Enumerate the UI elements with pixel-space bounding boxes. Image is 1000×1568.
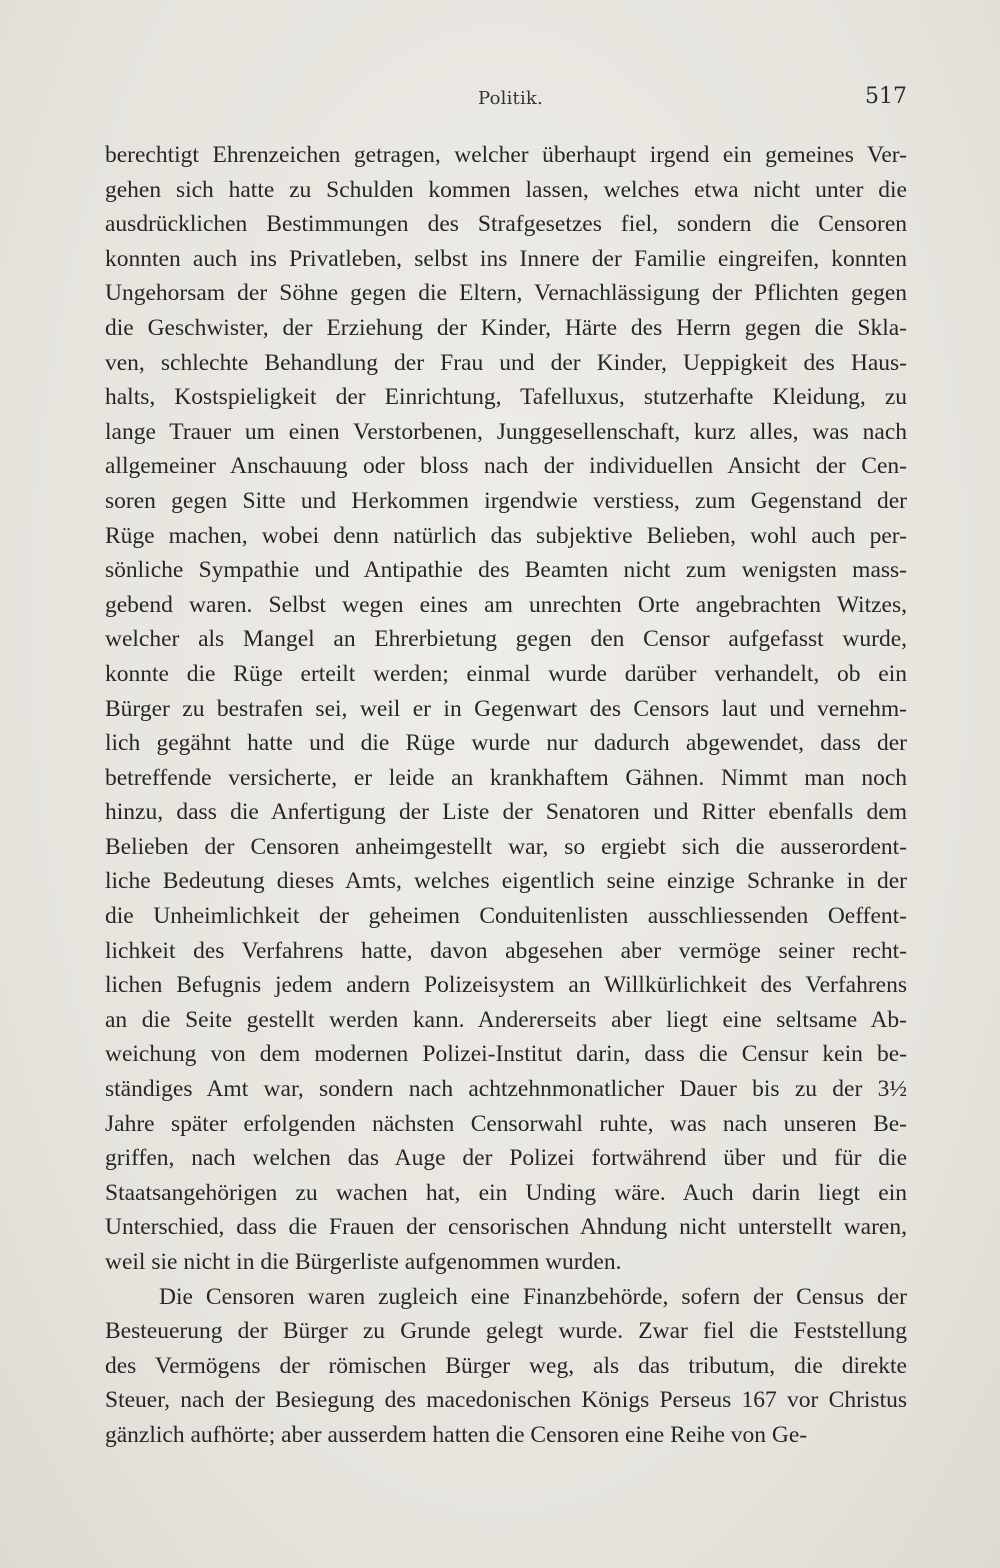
text-line: die Geschwister, der Erziehung der Kinder, Härte des Herrn gegen die Skla- (105, 314, 907, 341)
page-header (105, 84, 907, 118)
text-line: an die Seite gestellt werden kann. Andererseits aber liegt eine seltsame Ab- (105, 1006, 907, 1033)
page-number: 517 (865, 84, 907, 109)
text-line: weichung von dem modernen Polizei-Institut darin, dass die Censur kein be- (105, 1041, 907, 1068)
text-line: ausdrücklichen Bestimmungen des Strafgesetzes fiel, sondern die Censoren (105, 211, 907, 238)
text-line: Belieben der Censoren anheimgestellt war, so ergiebt sich die ausserordent- (105, 833, 907, 860)
text-line: betreffende versicherte, er leide an krankhaftem Gähnen. Nimmt man noch (105, 764, 907, 791)
text-line: Bürger zu bestrafen sei, weil er in Gegenwart des Censors laut und vernehm- (105, 695, 907, 722)
text-line: Unterschied, dass die Frauen der censorischen Ahndung nicht unterstellt waren, (105, 1214, 907, 1241)
text-line: Besteuerung der Bürger zu Grunde gelegt wurde. Zwar fiel die Feststellung (105, 1318, 907, 1345)
text-line: Steuer, nach der Besiegung des macedonischen Königs Perseus 167 vor Christus (105, 1387, 907, 1414)
text-line: lich gegähnt hatte und die Rüge wurde nur dadurch abgewendet, dass der (105, 730, 907, 757)
text-line: konnte die Rüge erteilt werden; einmal wurde darüber verhandelt, ob ein (105, 660, 907, 687)
body-text (105, 138, 907, 1453)
running-head: Politik. (478, 88, 543, 109)
paragraph-2 (105, 1280, 907, 1453)
text-line: soren gegen Sitte und Herkommen irgendwie verstiess, zum Gegenstand der (105, 487, 907, 514)
text-line: Die Censoren waren zugleich eine Finanzbehörde, sofern der Census der (159, 1283, 907, 1310)
text-line: lichkeit des Verfahrens hatte, davon abgesehen aber vermöge seiner recht- (105, 937, 907, 964)
text-line: Rüge machen, wobei denn natürlich das subjektive Belieben, wohl auch per- (105, 522, 907, 549)
text-line: ständiges Amt war, sondern nach achtzehnmonatlicher Dauer bis zu der 3½ (105, 1076, 907, 1103)
text-line: Staatsangehörigen zu wachen hat, ein Unding wäre. Auch darin liegt ein (105, 1179, 907, 1206)
text-line: lichen Befugnis jedem andern Polizeisystem an Willkürlichkeit des Verfahrens (105, 972, 907, 999)
text-line: gänzlich aufhörte; aber ausserdem hatten die Censoren eine Reihe von Ge- (105, 1421, 808, 1448)
text-line: halts, Kostspieligkeit der Einrichtung, Tafelluxus, stutzerhafte Kleidung, zu (105, 384, 907, 411)
text-line: berechtigt Ehrenzeichen getragen, welcher überhaupt irgend ein gemeines Ver- (105, 142, 907, 168)
text-line: lange Trauer um einen Verstorbenen, Junggesellenschaft, kurz alles, was nach (105, 418, 907, 445)
text-line: die Unheimlichkeit der geheimen Conduitenlisten ausschliessenden Oeffent- (105, 903, 907, 930)
text-line: ven, schlechte Behandlung der Frau und der Kinder, Ueppigkeit des Haus- (105, 349, 907, 376)
text-line: hinzu, dass die Anfertigung der Liste der Senatoren und Ritter ebenfalls dem (105, 799, 907, 826)
paragraph-1 (105, 138, 907, 1280)
text-line: gebend waren. Selbst wegen eines am unrechten Orte angebrachten Witzes, (105, 591, 907, 618)
text-line: weil sie nicht in die Bürgerliste aufgenommen wurden. (105, 1249, 622, 1275)
text-line: des Vermögens der römischen Bürger weg, als das tributum, die direkte (105, 1352, 907, 1379)
text-line: Jahre später erfolgenden nächsten Censorwahl ruhte, was nach unseren Be- (105, 1110, 907, 1137)
text-line: allgemeiner Anschauung oder bloss nach der individuellen Ansicht der Cen- (105, 453, 907, 480)
text-line: sönliche Sympathie und Antipathie des Beamten nicht zum wenigsten mass- (105, 557, 907, 584)
text-line: welcher als Mangel an Ehrerbietung gegen den Censor aufgefasst wurde, (105, 626, 907, 653)
text-line: liche Bedeutung dieses Amts, welches eigentlich seine einzige Schranke in der (105, 868, 907, 895)
text-line: gehen sich hatte zu Schulden kommen lassen, welches etwa nicht unter die (105, 176, 907, 203)
text-line: konnten auch ins Privatleben, selbst ins Innere der Familie eingreifen, konnten (105, 245, 907, 272)
text-line: Ungehorsam der Söhne gegen die Eltern, Vernachlässigung der Pflichten gegen (105, 280, 907, 307)
text-line: griffen, nach welchen das Auge der Polizei fortwährend über und für die (105, 1145, 907, 1172)
